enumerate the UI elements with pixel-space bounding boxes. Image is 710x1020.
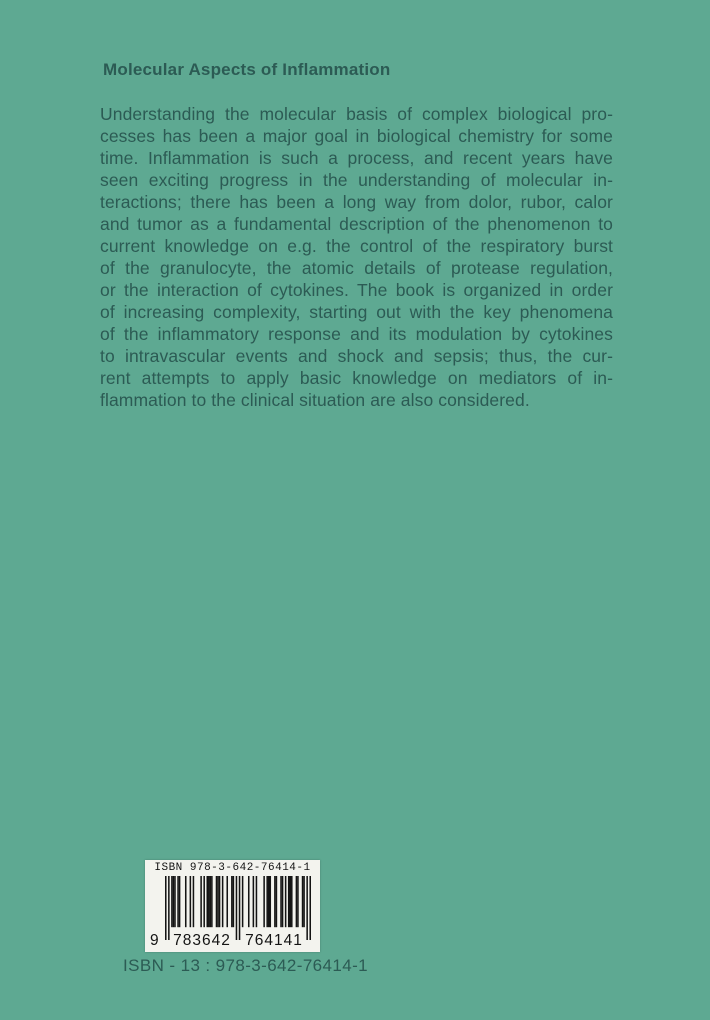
barcode-left-group-digits: 783642 [171,932,233,949]
isbn13-text: ISBN - 13 : 978-3-642-76414-1 [123,956,369,975]
barcode-bars-icon [165,876,311,940]
blurb-line: teractions; there has been a long way from dolor, rubor, calor [100,192,613,212]
barcode-left-digit: 9 [150,932,159,949]
blurb-line: Understanding the molecular basis of complex biological pro- [100,104,613,124]
blurb-line: of the granulocyte, the atomic details of protease regulation, [100,258,613,278]
blurb-line: time. Inflammation is such a process, and recent years have [100,148,613,168]
blurb-line: seen exciting progress in the understanding of molecular in- [100,170,613,190]
barcode-isbn-label: ISBN 978-3-642-76414-1 [154,862,311,874]
blurb-line: flammation to the clinical situation are also considered. [100,390,530,410]
blurb-line: of increasing complexity, starting out with the key phenomena [100,302,613,322]
book-title: Molecular Aspects of Inflammation [103,60,391,79]
blurb-line: to intravascular events and shock and sepsis; thus, the cur- [100,346,613,366]
barcode-panel [145,860,320,952]
blurb-line: and tumor as a fundamental description of the phenomenon to [100,214,613,234]
blurb-line: of the inflammatory response and its modulation by cytokines [100,324,613,344]
blurb-line: cesses has been a major goal in biological chemistry for some [100,126,613,146]
blurb-line: current knowledge on e.g. the control of the respiratory burst [100,236,613,256]
blurb-line: or the interaction of cytokines. The book is organized in order [100,280,613,300]
barcode-right-group-digits: 764141 [243,932,305,949]
blurb-line: rent attempts to apply basic knowledge on mediators of in- [100,368,613,388]
blurb-text [100,103,613,411]
